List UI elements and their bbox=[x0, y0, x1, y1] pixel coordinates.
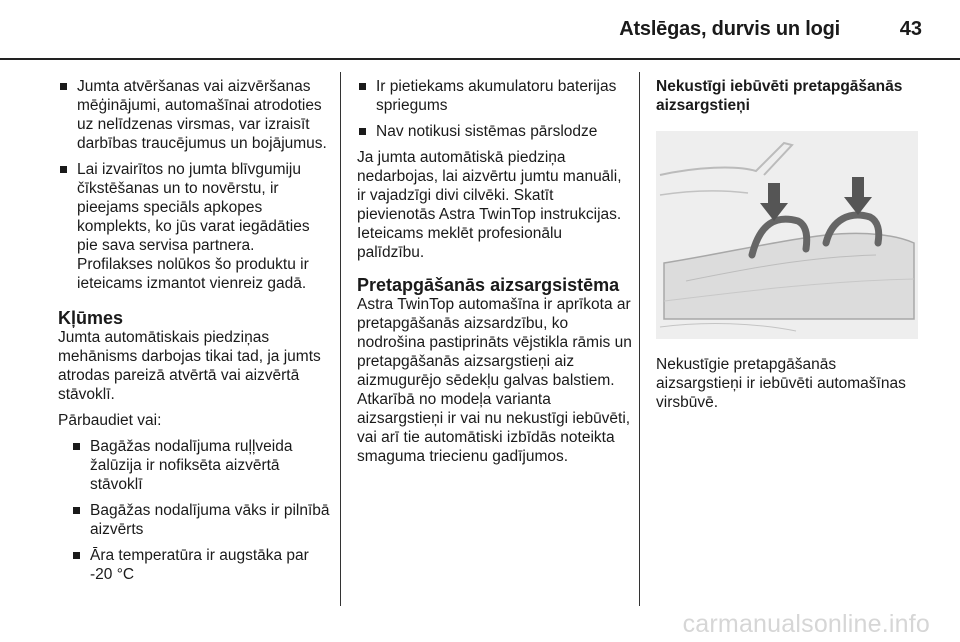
faults-heading: Kļūmes bbox=[58, 308, 124, 328]
bullet-text: Lai izvairītos no jumta blīvgumiju čīkstēšanas un to novērstu, ir pieejams speciāls apkopes komplekts, ko jūs varat iegādāties pie sava servisa partnera. Profilakses nolūkos šo produktu ir ieteicams izmantot vienreiz gadā. bbox=[77, 161, 310, 292]
faults-text: Jumta automātiskais piedziņas mehānisms darbojas tikai tad, ja jumts atrodas pareizā atvērtā vai aizvērtā stāvoklī. bbox=[58, 329, 321, 403]
rollover-heading: Pretapgāšanās aizsargsistēma bbox=[357, 275, 620, 295]
bullet-square-icon bbox=[73, 507, 80, 514]
check-label: Pārbaudiet vai: bbox=[58, 412, 162, 429]
manual-close-text: Ja jumta automātiskā piedziņa nedarbojas, lai aizvērtu jumtu manuāli, ir vajadzīgi divi cilvēki. Skatīt pievienotās Astra TwinTop instrukcijas. Ieteicams meklēt profesionālu palīdzību. bbox=[357, 149, 622, 261]
column-divider-2 bbox=[639, 72, 640, 606]
bullet-square-icon bbox=[73, 552, 80, 559]
column-3 bbox=[656, 77, 922, 419]
column-1 bbox=[58, 77, 334, 591]
check-item bbox=[71, 546, 334, 584]
check-item-text: Nav notikusi sistēmas pārslodze bbox=[376, 123, 598, 140]
bullet-square-icon bbox=[359, 83, 366, 90]
page-header-title: Atslēgas, durvis un logi bbox=[619, 18, 840, 40]
bullet-text: Jumta atvēršanas vai aizvēršanas mēģinājumi, automašīnai atrodoties uz nelīdzenas virsmas, var izraisīt darbības traucējumus un bojājumus. bbox=[77, 78, 327, 152]
column-divider-1 bbox=[340, 72, 341, 606]
fixed-bars-heading: Nekustīgi iebūvēti pretapgāšanās aizsargstieņi bbox=[656, 78, 903, 114]
check-item bbox=[357, 122, 633, 141]
bullet-item bbox=[58, 160, 334, 293]
check-item bbox=[71, 437, 334, 494]
page-number: 43 bbox=[899, 18, 922, 40]
bullet-square-icon bbox=[73, 443, 80, 450]
rollover-text: Astra TwinTop automašīna ir aprīkota ar pretapgāšanās aizsardzību, ko nodrošina pastiprināts vējstikla rāmis un pretapgāšanās aizsargstieņi aiz aizmugurējo sēdekļu galvas balstiem. Atkarībā no modeļa varianta aizsargstieņi ir vai nu nekustīgi iebūvēti, vai arī tie automātiski izbīdās noteikta smaguma triecienu gadījumos. bbox=[357, 296, 632, 465]
check-item-text: Āra temperatūra ir augstāka par -20 °C bbox=[90, 547, 309, 583]
bullet-square-icon bbox=[359, 128, 366, 135]
rollover-bars-illustration bbox=[656, 131, 918, 339]
check-item bbox=[71, 501, 334, 539]
check-item bbox=[357, 77, 633, 115]
column-2 bbox=[357, 77, 633, 473]
check-item-text: Bagāžas nodalījuma vāks ir pilnībā aizvērts bbox=[90, 502, 330, 538]
header-rule bbox=[0, 58, 960, 60]
bullet-square-icon bbox=[60, 166, 67, 173]
figure-caption: Nekustīgie pretapgāšanās aizsargstieņi ir iebūvēti automašīnas virsbūvē. bbox=[656, 356, 906, 411]
bullet-item bbox=[58, 77, 334, 153]
watermark-text: carmanualsonline.info bbox=[682, 610, 930, 638]
check-item-text: Bagāžas nodalījuma ruļļveida žalūzija ir nofiksēta aizvērtā stāvoklī bbox=[90, 438, 293, 493]
check-item-text: Ir pietiekams akumulatoru baterijas spriegums bbox=[376, 78, 617, 114]
bullet-square-icon bbox=[60, 83, 67, 90]
